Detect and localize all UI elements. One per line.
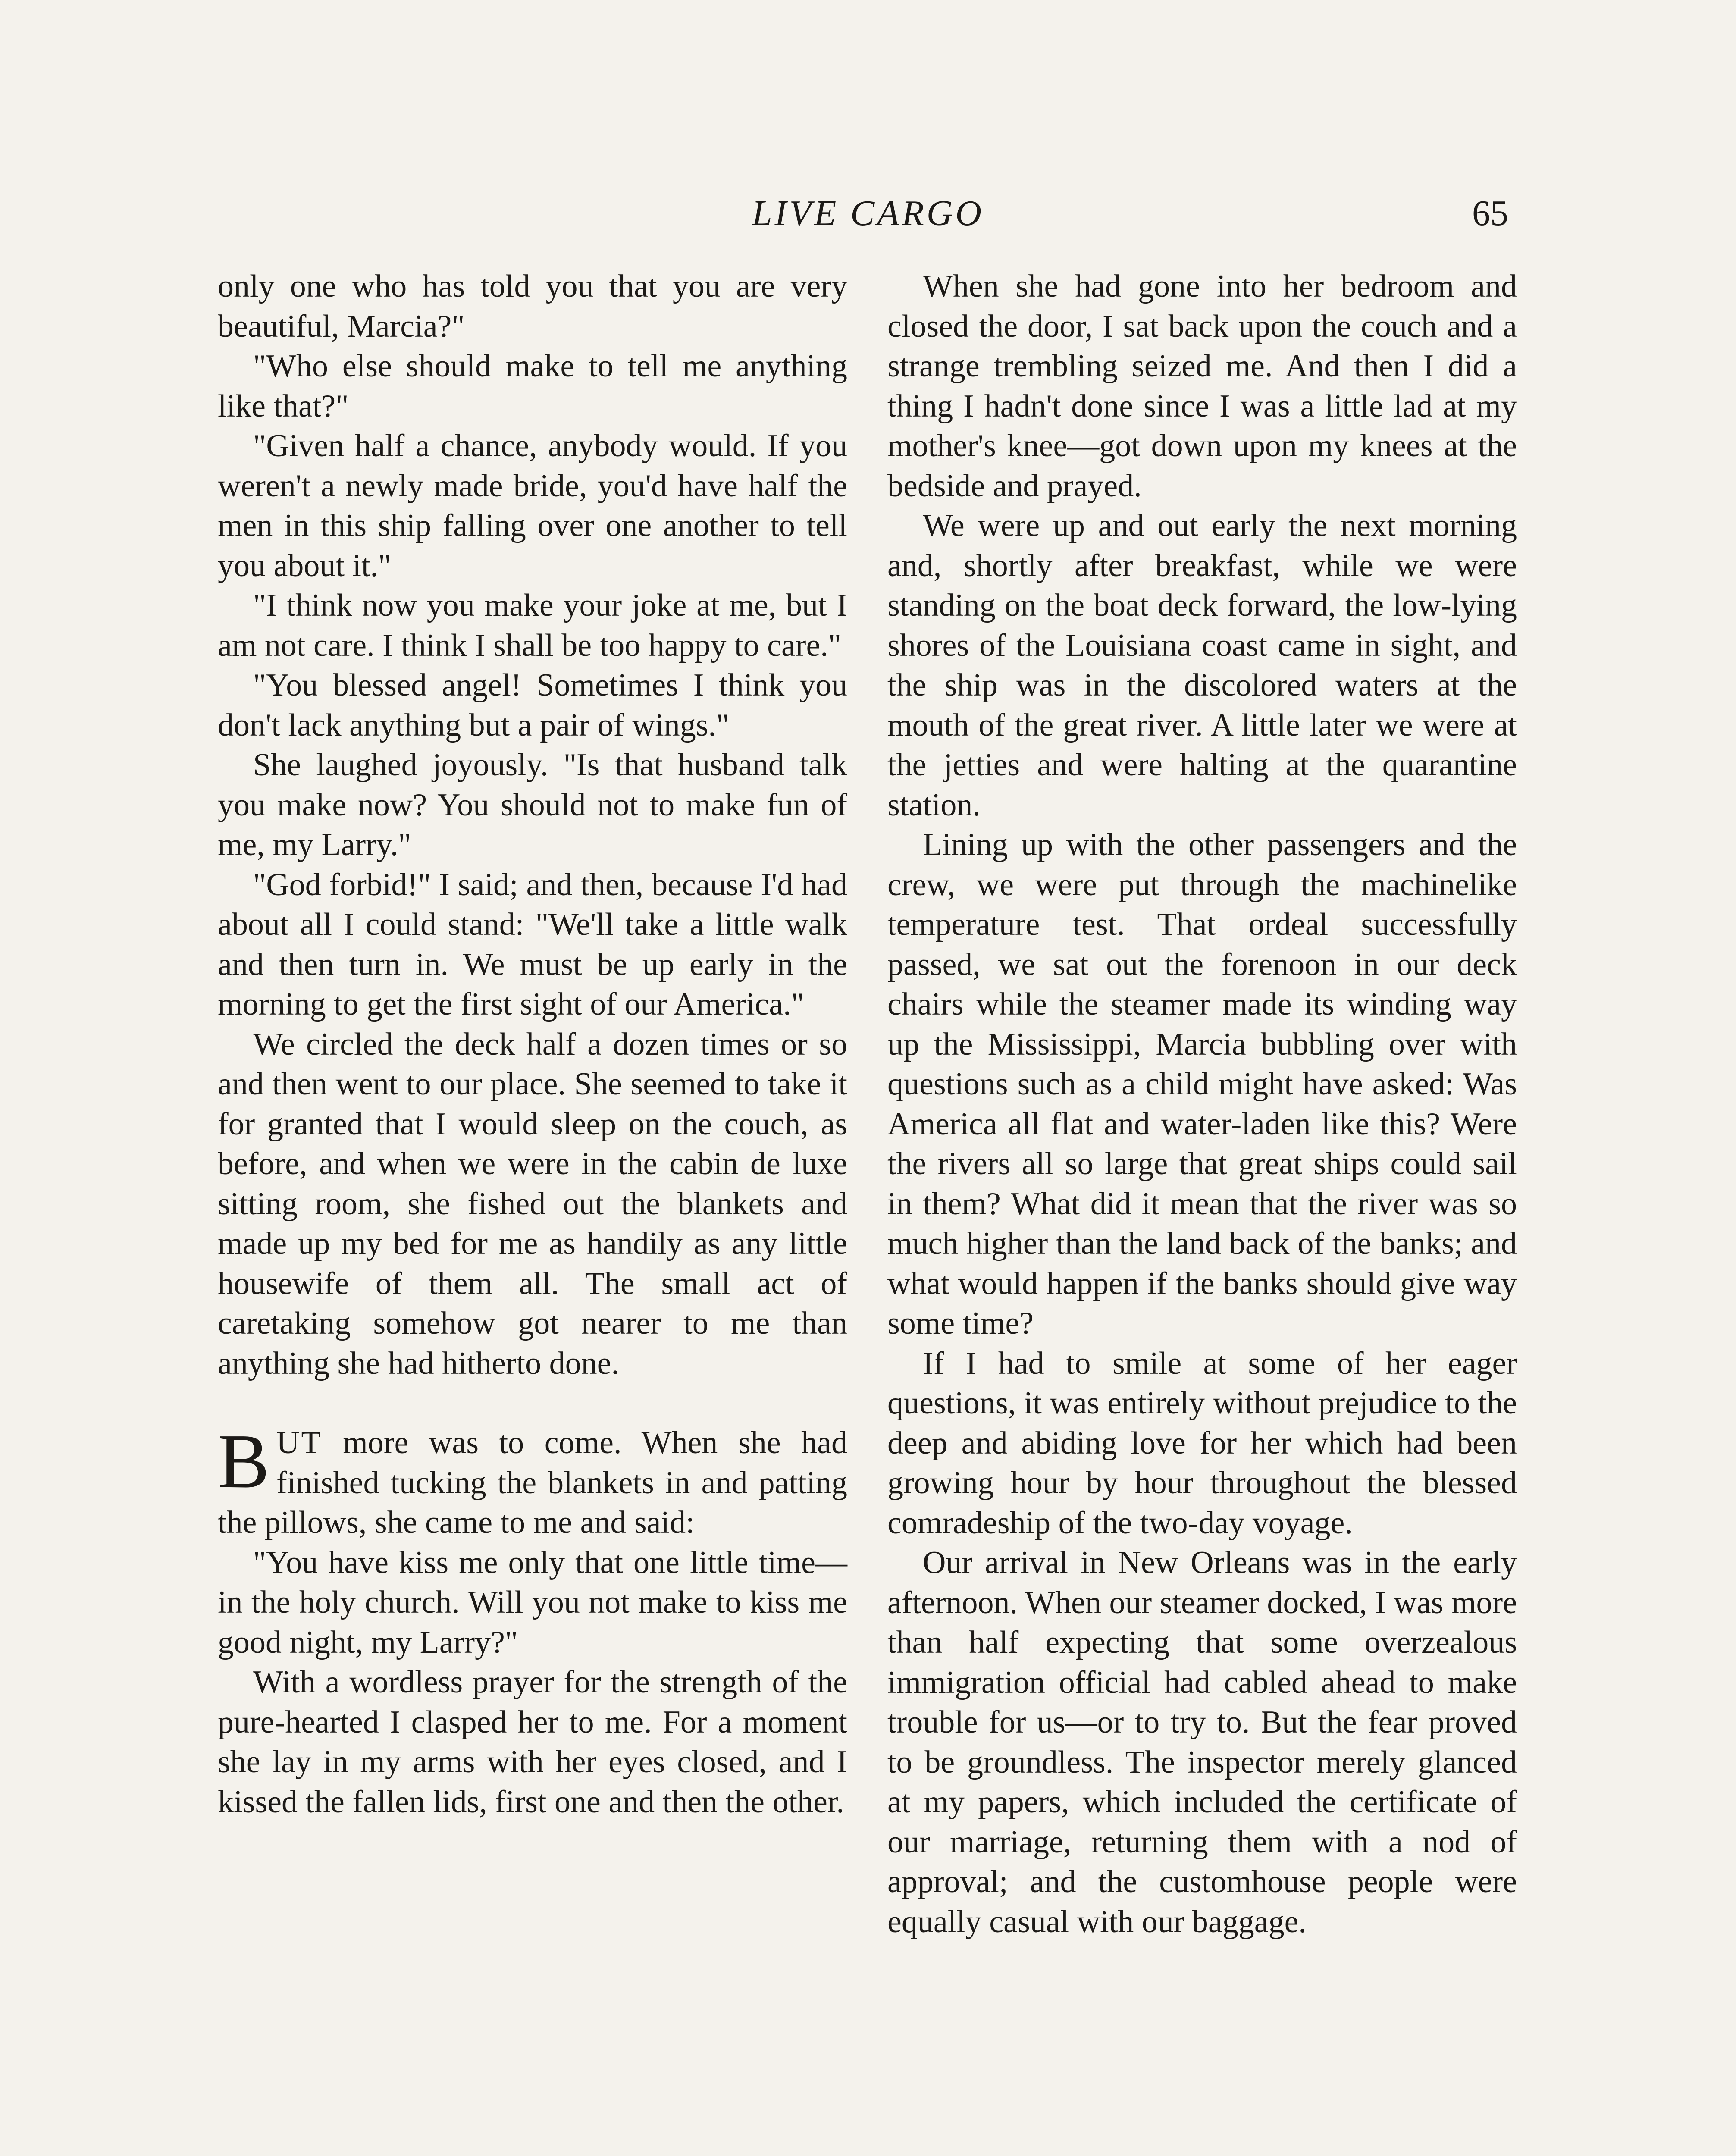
paragraph: "You blessed angel! Sometimes I think you don't lack anything but a pair of wings."	[218, 667, 847, 743]
paragraph: She laughed joyously. "Is that husband talk you make now? You should not to make fun of me, my Larry."	[218, 747, 847, 862]
paragraph: If I had to smile at some of her eager questions, it was entirely without prejudice to the deep and abiding love for her which had been growing hour by hour throughout the blessed comradeship of the two-day voyage.	[887, 1345, 1517, 1541]
paragraph: We were up and out early the next morning and, shortly after breakfast, while we were standing on the boat deck forward, the low-lying shores of the Louisiana coast came in sight, and the ship was in the discolored waters at the mouth of the great river. A little later we were at the jetties and were halting at the quarantine station.	[887, 508, 1517, 823]
running-title: LIVE CARGO	[752, 193, 984, 233]
paragraph: We circled the deck half a dozen times or so and then went to our place. She seemed to take it for granted that I would sleep on the couch, as before, and when we were in the cabin de luxe sitting room, she fished out the blankets and made up my bed for me as handily as any little housewife of them all. The small act of caretaking somehow got nearer to me than anything she had hitherto done.	[218, 1026, 847, 1381]
paragraph: "Who else should make to tell me anything like that?"	[218, 348, 847, 424]
paragraph: "I think now you make your joke at me, but I am not care. I think I shall be too happy to care."	[218, 588, 847, 663]
section-start-paragraph	[218, 1418, 847, 1543]
paragraph: Our arrival in New Orleans was in the early afternoon. When our steamer docked, I was more than half expecting that some overzealous immigration official had cabled ahead to make trouble for us—or to try to. But the fear proved to be groundless. The inspector merely glanced at my papers, which included the certificate of our marriage, returning them with a nod of approval; and the customhouse people were equally casual with our baggage.	[887, 1545, 1517, 1940]
drop-cap: B	[218, 1418, 270, 1504]
left-column	[218, 266, 847, 1822]
paragraph: "You have kiss me only that one little time—in the holy church. Will you not make to kiss me good night, my Larry?"	[218, 1545, 847, 1660]
small-caps-lead: UT	[276, 1425, 323, 1460]
paragraph: "God forbid!" I said; and then, because I'd had about all I could stand: "We'll take a little walk and then turn in. We must be up early in the morning to get the first sight of our America."	[218, 867, 847, 1022]
paragraph: only one who has told you that you are very beautiful, Marcia?"	[218, 269, 847, 344]
page-header	[0, 190, 1736, 237]
right-column	[887, 266, 1517, 1942]
page-number: 65	[1472, 193, 1508, 233]
paragraph: "Given half a chance, anybody would. If you weren't a newly made bride, you'd have half the men in this ship falling over one another to tell you about it."	[218, 428, 847, 583]
paragraph: When she had gone into her bedroom and closed the door, I sat back upon the couch and a strange trembling seized me. And then I did a thing I hadn't done since I was a little lad at my mother's knee—got down upon my knees at the bedside and prayed.	[887, 269, 1517, 504]
paragraph: Lining up with the other passengers and the crew, we were put through the machinelike temperature test. That ordeal successfully passed, we sat out the forenoon in our deck chairs while the steamer made its winding way up the Mississippi, Marcia bubbling over with questions such as a child might have asked: Was America all flat and water-laden like this? Were the rivers all so large that great ships could sail in them? What did it mean that the river was so much higher than the land back of the banks; and what would happen if the banks should give way some time?	[887, 827, 1517, 1341]
paragraph: With a wordless prayer for the strength of the pure-hearted I clasped her to me. For a moment she lay in my arms with her eyes closed, and I kissed the fallen lids, first one and then the other.	[218, 1664, 847, 1820]
paragraph-text: more was to come. When she had finished tucking the blankets in and patting the pillows, she came to me and said:	[218, 1425, 847, 1540]
